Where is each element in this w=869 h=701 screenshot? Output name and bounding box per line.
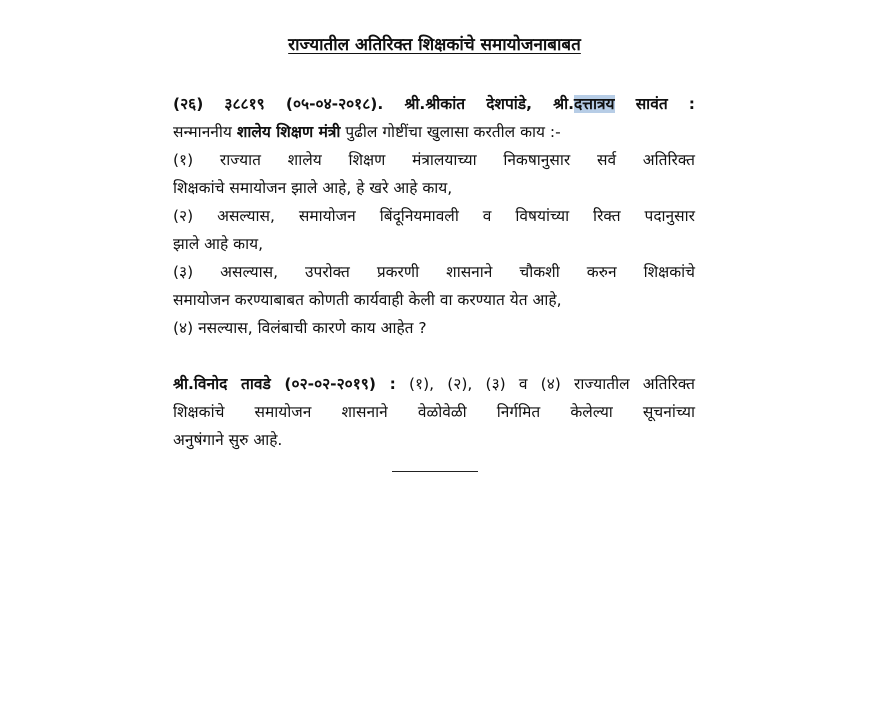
question-answer-block [173, 90, 695, 454]
question-item-1-line-1: (१) राज्यात शालेय शिक्षण मंत्रालयाच्या निकषानुसार सर्व अतिरिक्त [173, 151, 695, 169]
answer-line-1 [173, 370, 695, 398]
answer-line-2: शिक्षकांचे समायोजन शासनाने वेळोवेळी निर्गमित केलेल्या सूचनांच्या [173, 403, 695, 421]
member-name-2 [553, 95, 614, 113]
minister-name: शालेय शिक्षण मंत्री [236, 123, 341, 141]
question-item-3-line-1: (३) असल्यास, उपरोक्त प्रकरणी शासनाने चौकशी करुन शिक्षकांचे [173, 263, 695, 281]
answer-line-3: अनुषंगाने सुरु आहे. [173, 431, 283, 449]
question-header [173, 90, 695, 118]
member-2-prefix: श्री. [553, 95, 575, 113]
answer-line-1-rest: (१), (२), (३) व (४) राज्यातील अतिरिक्त [408, 375, 695, 393]
paragraph-gap [173, 342, 695, 370]
question-intro [173, 118, 695, 146]
question-item-3-line-2: समायोजन करण्याबाबत कोणती कार्यवाही केली वा करण्यात येत आहे, [173, 291, 562, 309]
selected-text-highlight[interactable]: दत्तात्रय [574, 95, 615, 113]
question-number-date: (२६) ३८८१९ (०५-०४-२०१८). [173, 95, 384, 113]
minister-intro: सन्माननीय [173, 123, 232, 141]
answer-speaker: श्री.विनोद तावडे (०२-०२-२०१९) : [173, 375, 396, 393]
end-divider [392, 471, 478, 472]
question-item-4: (४) नसल्यास, विलंबाची कारणे काय आहेत ? [173, 319, 427, 337]
member-2-suffix: सावंत : [635, 95, 695, 113]
question-item-2-line-1: (२) असल्यास, समायोजन बिंदूनियमावली व विषयांच्या रिक्त पदानुसार [173, 207, 695, 225]
page-title: राज्यातील अतिरिक्त शिक्षकांचे समायोजनाबाबत [288, 35, 581, 55]
member-name-1: श्री.श्रीकांत देशपांडे, [404, 95, 532, 113]
intro-rest: पुढील गोष्टींचा खुलासा करतील काय :- [345, 123, 561, 141]
question-item-1-line-2: शिक्षकांचे समायोजन झाले आहे, हे खरे आहे काय, [173, 179, 453, 197]
question-item-2-line-2: झाले आहे काय, [173, 235, 264, 253]
